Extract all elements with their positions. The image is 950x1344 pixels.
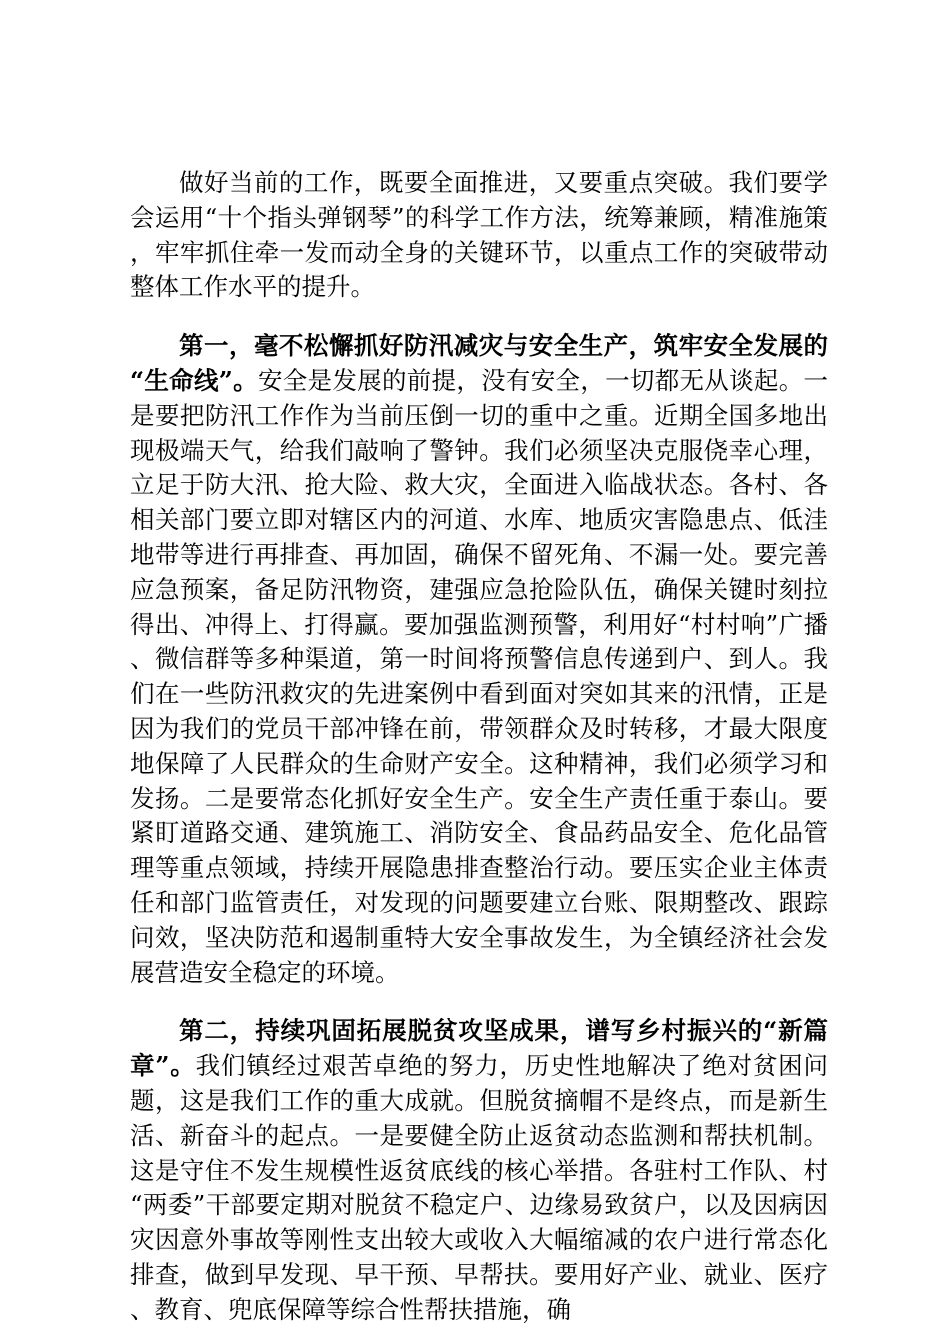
paragraph-lead: 第二，持续巩固拓展脱贫攻坚成果，谱写乡村振兴的“新篇章”。 xyxy=(130,1016,828,1081)
paragraph-first-point xyxy=(130,329,828,990)
paragraph-lead: 第一，毫不松懈抓好防汛减灾与安全生产，筑牢安全发展的“生命线”。 xyxy=(130,331,828,395)
paragraph-second-point xyxy=(130,1014,828,1327)
document-body xyxy=(130,166,828,1328)
paragraph-text: 我们镇经过艰苦卓绝的努力，历史性地解决了绝对贫困问题，这是我们工作的重大成就。但脱贫摘帽不是终点，而是新生活、新奋斗的起点。一是要健全防止返贫动态监测和帮扶机制。这是守住不发生规模性返贫底线的核心举措。各驻村工作队、村“两委”干部要定期对脱贫不稳定户、边缘易致贫户，以及因病因灾因意外事故等刚性支出较大或收入大幅缩减的农户进行常态化排查，做到早发现、早干预、早帮扶。要用好产业、就业、医疗、教育、兜底保障等综合性帮扶措施，确 xyxy=(130,1051,829,1324)
paragraph-text: 做好当前的工作，既要全面推进，又要重点突破。我们要学会运用“十个指头弹钢琴”的科学工作方法，统筹兼顾，精准施策，牢牢抓住牵一发而动全身的关键环节，以重点工作的突破带动整体工作水平的提升。 xyxy=(130,168,828,302)
paragraph-intro xyxy=(130,166,828,305)
paragraph-text: 安全是发展的前提，没有安全，一切都无从谈起。一是要把防汛工作作为当前压倒一切的重中之重。近期全国多地出现极端天气，给我们敲响了警钟。我们必须坚决克服侥幸心理，立足于防大汛、抢大险、救大灾，全面进入临战状态。各村、各相关部门要立即对辖区内的河道、水库、地质灾害隐患点、低洼地带等进行再排查、再加固，确保不留死角、不漏一处。要完善应急预案，备足防汛物资，建强应急抢险队伍，确保关键时刻拉得出、冲得上、打得赢。要加强监测预警，利用好“村村响”广播、微信群等多种渠道，第一时间将预警信息传递到户、到人。我们在一些防汛救灾的先进案例中看到面对突如其来的汛情，正是因为我们的党员干部冲锋在前，带领群众及时转移，才最大限度地保障了人民群众的生命财产安全。这种精神，我们必须学习和发扬。二是要常态化抓好安全生产。安全生产责任重于泰山。要紧盯道路交通、建筑施工、消防安全、食品药品安全、危化品管理等重点领域，持续开展隐患排查整治行动。要压实企业主体责任和部门监管责任，对发现的问题要建立台账、限期整改、跟踪问效，坚决防范和遏制重特大安全事故发生，为全镇经济社会发展营造安全稳定的环境。 xyxy=(130,365,828,987)
